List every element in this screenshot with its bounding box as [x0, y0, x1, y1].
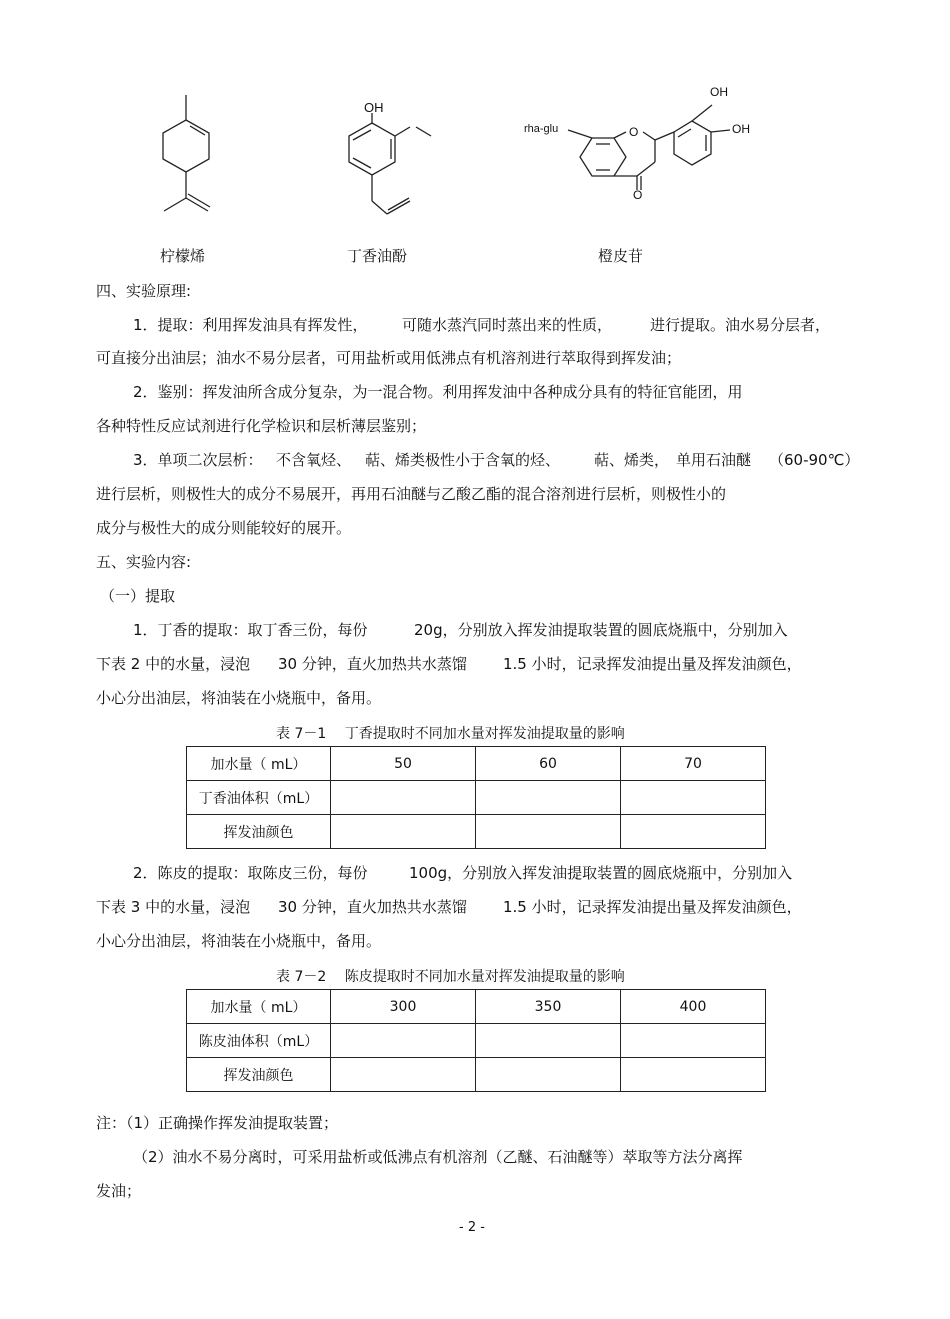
table-row	[187, 815, 766, 849]
table-cell: 300	[331, 990, 476, 1024]
principle1-line2: 可直接分出油层；油水不易分层者，可用盐析或用低沸点有机溶剂进行萃取得到挥发油；	[96, 349, 682, 367]
table-cell	[621, 815, 766, 849]
table-cell	[331, 1058, 476, 1092]
peel-table	[186, 989, 766, 1092]
table-cell: 70	[621, 747, 766, 781]
table-cell: 加水量（ mL）	[187, 747, 331, 781]
limonene-name: 柠檬烯	[160, 247, 206, 265]
table-cell	[476, 1058, 621, 1092]
clove-part4: 30 分钟，直火加热共水蒸馏	[278, 655, 467, 673]
peel-line3: 小心分出油层，将油装在小烧瓶中，备用。	[96, 932, 382, 950]
hesperidin-ring-o-label: O	[629, 125, 639, 139]
eugenol-structure	[349, 113, 431, 214]
table-cell	[331, 781, 476, 815]
clove-part2: 20g，分别放入挥发油提取装置的圆底烧瓶中，分别加入	[414, 621, 788, 639]
table-cell: 加水量（ mL）	[187, 990, 331, 1024]
clove-part5: 1.5 小时，记录挥发油提出量及挥发油颜色，	[503, 655, 802, 673]
principle3-part6: （60-90℃）	[769, 451, 860, 469]
table-row	[187, 1058, 766, 1092]
table-row	[187, 747, 766, 781]
table-cell: 挥发油颜色	[187, 815, 331, 849]
peel-part2: 100g，分别放入挥发油提取装置的圆底烧瓶中，分别加入	[409, 864, 793, 882]
eugenol-oh-label: OH	[364, 100, 384, 115]
peel-part4: 30 分钟，直火加热共水蒸馏	[278, 898, 467, 916]
table-row	[187, 1024, 766, 1058]
table-cell	[621, 1058, 766, 1092]
table-cell: 陈皮油体积（mL）	[187, 1024, 331, 1058]
subsection-extraction: （一）提取	[100, 587, 176, 605]
table-cell: 丁香油体积（mL）	[187, 781, 331, 815]
note-1: 注：（1）正确操作挥发油提取装置；	[96, 1114, 339, 1132]
peel-part3: 下表 3 中的水量，浸泡	[96, 898, 251, 916]
table-row	[187, 990, 766, 1024]
principle3-line3: 成分与极性大的成分则能较好的展开。	[96, 519, 352, 537]
table-cell: 60	[476, 747, 621, 781]
principle1-part3: 进行提取。油水易分层者，	[650, 316, 831, 334]
principle2-line2: 各种特性反应试剂进行化学检识和层析薄层鉴别；	[96, 417, 427, 435]
principle3-part2: 不含氧烃、	[276, 451, 352, 469]
table-cell	[476, 781, 621, 815]
principle1-part1: 1．提取：利用挥发油具有挥发性，	[133, 316, 368, 334]
table-cell	[331, 1024, 476, 1058]
hesperidin-structure	[568, 105, 730, 190]
principle3-part3: 萜、烯类极性小于含氧的烃、	[365, 451, 561, 469]
table-cell	[331, 815, 476, 849]
table-row	[187, 781, 766, 815]
page-number: - 2 -	[459, 1220, 485, 1235]
principle2-line1: 2．鉴别：挥发油所含成分复杂，为一混合物。利用挥发油中各种成分具有的特征官能团，用	[133, 383, 743, 401]
table1-caption: 表 7－1 丁香提取时不同加水量对挥发油提取量的影响	[276, 726, 625, 742]
principle3-line2: 进行层析，则极性大的成分不易展开，再用石油醚与乙酸乙酯的混合溶剂进行层析，则极性小的	[96, 485, 727, 503]
table-cell: 挥发油颜色	[187, 1058, 331, 1092]
table-cell: 400	[621, 990, 766, 1024]
hesperidin-name: 橙皮苷	[598, 247, 644, 265]
limonene-structure	[163, 95, 210, 211]
hesperidin-rha-glu-label: rha-glu	[524, 123, 559, 135]
peel-part1: 2．陈皮的提取：取陈皮三份，每份	[133, 864, 368, 882]
clove-part1: 1．丁香的提取：取丁香三份，每份	[133, 621, 368, 639]
table2-caption: 表 7－2 陈皮提取时不同加水量对挥发油提取量的影响	[276, 969, 625, 985]
table-cell: 50	[331, 747, 476, 781]
section4-title: 四、实验原理:	[96, 282, 192, 300]
table-cell	[476, 1024, 621, 1058]
table-cell	[621, 1024, 766, 1058]
principle1-part2: 可随水蒸汽同时蒸出来的性质，	[402, 316, 613, 334]
note-2: （2）油水不易分离时，可采用盐析或低沸点有机溶剂（乙醚、石油醚等）萃取等方法分离挥	[133, 1148, 743, 1166]
chemical-structures	[0, 0, 950, 270]
hesperidin-oh-top-label: OH	[710, 85, 728, 99]
hesperidin-carbonyl-o-label: O	[633, 188, 643, 202]
principle3-part4: 萜、烯类，	[594, 451, 670, 469]
table-cell	[476, 815, 621, 849]
eugenol-name: 丁香油酚	[347, 247, 408, 265]
clove-line3: 小心分出油层，将油装在小烧瓶中，备用。	[96, 689, 382, 707]
peel-part5: 1.5 小时，记录挥发油提出量及挥发油颜色，	[503, 898, 802, 916]
section5-title: 五、实验内容:	[96, 553, 192, 571]
principle3-part1: 3．单项二次层析：	[133, 451, 263, 469]
note-2-cont: 发油；	[96, 1182, 142, 1200]
table-cell	[621, 781, 766, 815]
principle3-part5: 单用石油醚	[676, 451, 752, 469]
table-cell: 350	[476, 990, 621, 1024]
hesperidin-oh-right-label: OH	[732, 122, 750, 136]
clove-table	[186, 746, 766, 849]
clove-part3: 下表 2 中的水量，浸泡	[96, 655, 251, 673]
